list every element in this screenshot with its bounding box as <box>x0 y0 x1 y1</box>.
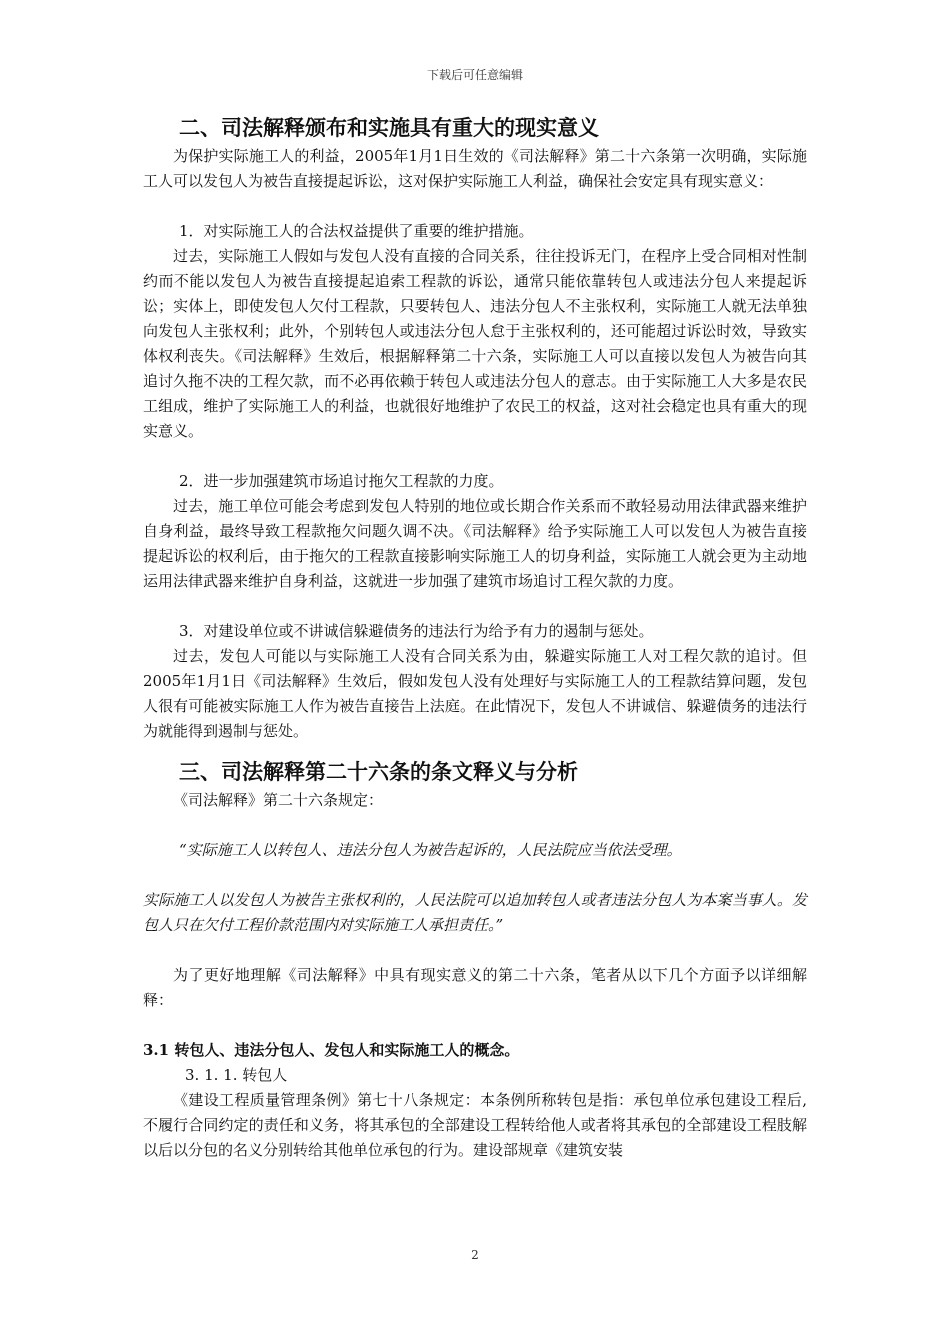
subsection-3-1-1-body: 《建设工程质量管理条例》第七十八条规定：本条例所称转包是指：承包单位承包建设工程后,不履行合同约定的责任和义务，将其承包的全部建设工程转给他人或者将其承包的全部建设工程肢解以后以分包的名义分别转给其他单位承包的行为。建设部规章《建筑安装 <box>143 1091 807 1159</box>
section-2-heading: 二、司法解释颁布和实施具有重大的现实意义 <box>179 115 599 140</box>
point-1-body: 过去，实际施工人假如与发包人没有直接的合同关系，往往投诉无门，在程序上受合同相对性制约而不能以发包人为被告直接提起追索工程款的诉讼，通常只能依靠转包人或违法分包人来提起诉讼；实体上，即使发包人欠付工程款，只要转包人、违法分包人不主张权利，实际施工人就无法单独向发包人主张权利；此外，个别转包人或违法分包人怠于主张权利的，还可能超过诉讼时效，导致实体权利丧失。《司法解释》生效后，根据解释第二十六条，实际施工人可以直接以发包人为被告向其追讨久拖不决的工程欠款，而不必再依赖于转包人或违法分包人的意志。由于实际施工人大多是农民工组成，维护了实际施工人的利益，也就很好地维护了农民工的权益，这对社会稳定也具有重大的现实意义。 <box>143 247 807 440</box>
page-number: 2 <box>471 1248 479 1262</box>
point-3-body: 过去，发包人可能以与实际施工人没有合同关系为由，躲避实际施工人对工程欠款的追讨。但2005年1月1日《司法解释》生效后，假如发包人没有处理好与实际施工人的工程款结算问题，发包人很有可能被实际施工人作为被告直接告上法庭。在此情况下，发包人不讲诚信、躲避债务的违法行为就能得到遏制与惩处。 <box>143 647 807 740</box>
quote-paragraph-1: “实际施工人以转包人、违法分包人为被告起诉的，人民法院应当依法受理。 <box>179 841 682 859</box>
quote-paragraph-2: 实际施工人以发包人为被告主张权利的，人民法院可以追加转包人或者违法分包人为本案当事人。发包人只在欠付工程价款范围内对实际施工人承担责任。” <box>143 891 807 934</box>
point-1-title: 1．对实际施工人的合法权益提供了重要的维护措施。 <box>179 222 534 240</box>
point-2-body: 过去，施工单位可能会考虑到发包人特别的地位或长期合作关系而不敢轻易动用法律武器来维护自身利益，最终导致工程款拖欠问题久调不决。《司法解释》给予实际施工人可以发包人为被告直接提起诉讼的权利后，由于拖欠的工程款直接影响实际施工人的切身利益，实际施工人就会更为主动地运用法律武器来维护自身利益，这就进一步加强了建筑市场追讨工程欠款的力度。 <box>143 497 807 590</box>
document-body <box>143 112 807 1163</box>
point-2-title: 2．进一步加强建筑市场追讨拖欠工程款的力度。 <box>179 472 504 490</box>
subsection-3-1-heading: 3.1 转包人、违法分包人、发包人和实际施工人的概念。 <box>143 1041 520 1059</box>
page-header: 下载后可任意编辑 <box>426 68 523 82</box>
section-3-heading: 三、司法解释第二十六条的条文释义与分析 <box>179 759 578 784</box>
point-3-title: 3．对建设单位或不讲诚信躲避债务的违法行为给予有力的遏制与惩处。 <box>179 622 654 640</box>
subsection-3-1-1-heading: 3. 1. 1. 转包人 <box>185 1066 288 1084</box>
section-3-paragraph: 为了更好地理解《司法解释》中具有现实意义的第二十六条，笔者从以下几个方面予以详细解释： <box>143 966 807 1009</box>
section-3-intro: 《司法解释》第二十六条规定： <box>173 791 384 809</box>
section-2-intro: 为保护实际施工人的利益，2005年1月1日生效的《司法解释》第二十六条第一次明确，实际施工人可以发包人为被告直接提起诉讼，这对保护实际施工人利益，确保社会安定具有现实意义： <box>143 147 807 190</box>
